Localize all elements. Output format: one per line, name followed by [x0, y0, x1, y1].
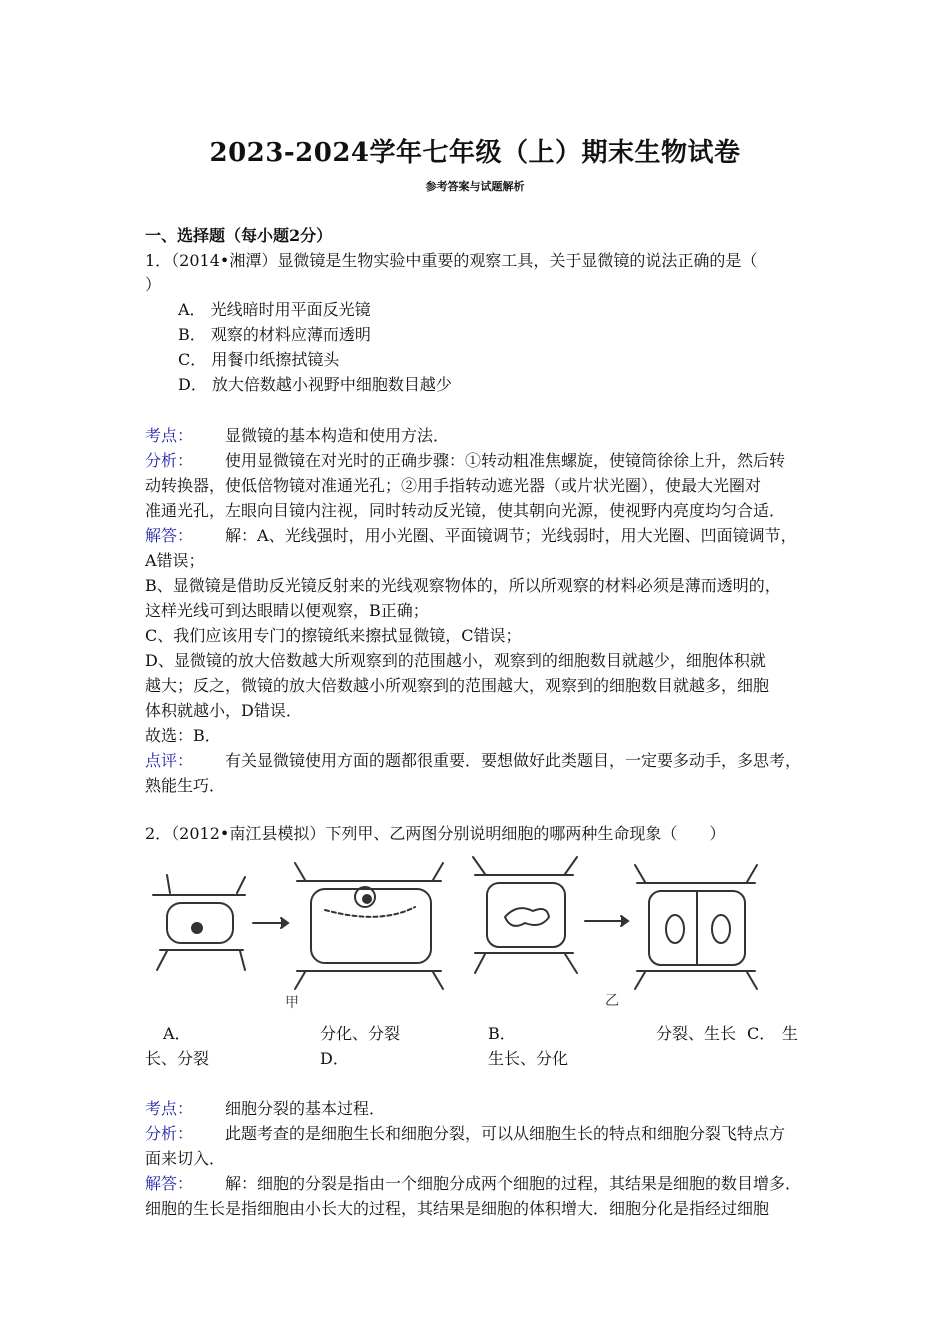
q1-jieda-6: D、显微镜的放大倍数越大所观察到的范围越小，观察到的细胞数目就越少，细胞体积就 — [145, 651, 766, 670]
q1-stem-line2: ） — [145, 275, 162, 294]
section-heading: 一、选择题（每小题2分） — [145, 226, 333, 245]
q1-dianping-2: 熟能生巧． — [145, 776, 226, 795]
q1-fenxi-3: 准通光孔，左眼向目镜内注视，同时转动反光镜，使其朝向光源，使视野内亮度均匀合适． — [145, 501, 786, 520]
q2-jieda-2: 细胞的生长是指细胞由小长大的过程，其结果是细胞的体积增大．细胞分化是指经过细胞 — [145, 1199, 770, 1218]
figure-label-yi: 乙 — [605, 993, 619, 1009]
q1-jieda-1 — [145, 524, 797, 548]
q2-jieda-1 — [145, 1172, 801, 1196]
jia-large-cell — [295, 863, 443, 989]
q1-jieda-3: B、显微镜是借助反光镜反射来的光线观察物体的，所以所观察的材料必须是薄而透明的， — [145, 576, 781, 595]
q2-option-a-text: 分化、分裂 — [320, 1024, 401, 1043]
q1-option-c: C． 用餐巾纸擦拭镜头 — [178, 350, 340, 369]
q2-fenxi-2: 面来切入． — [145, 1149, 226, 1168]
q1-jieda-2: A错误； — [145, 551, 205, 570]
q1-jieda-5: C、我们应该用专门的擦镜纸来擦拭显微镜，C错误； — [145, 626, 522, 645]
cell-figure — [145, 855, 805, 1015]
figure-label-jia: 甲 — [285, 995, 299, 1011]
yi-divided-cell — [635, 865, 757, 989]
q2-option-d-letter: D． — [320, 1049, 349, 1068]
jieda-label: 解答： — [145, 1174, 194, 1193]
jieda-text: 解：A、光线强时，用小光圈、平面镜调节；光线弱时，用大光圈、凹面镜调节， — [225, 526, 797, 545]
page-subtitle: 参考答案与试题解析 — [425, 180, 525, 193]
q1-jieda-7: 越大；反之，微镜的放大倍数越小所观察到的范围越大，观察到的细胞数目就越多，细胞 — [145, 676, 770, 695]
dianping-text: 有关显微镜使用方面的题都很重要．要想做好此类题目，一定要多动手，多思考， — [225, 751, 802, 770]
q2-option-b-letter: B． — [488, 1024, 516, 1043]
q1-option-b: B． 观察的材料应薄而透明 — [178, 325, 371, 344]
q2-option-b-text: 分裂、生长 — [656, 1024, 737, 1043]
q2-option-d-text: 生长、分化 — [488, 1049, 569, 1068]
kaodian-label: 考点： — [145, 426, 194, 445]
q1-fenxi-1 — [145, 449, 785, 473]
kaodian-text: 显微镜的基本构造和使用方法． — [225, 426, 450, 445]
q1-stem-line1: 1．（2014•湘潭）显微镜是生物实验中重要的观察工具，关于显微镜的说法正确的是（ — [145, 251, 758, 270]
q2-option-c-letter: C． — [747, 1024, 776, 1043]
kaodian-label: 考点： — [145, 1099, 194, 1118]
q1-option-d: D． 放大倍数越小视野中细胞数目越少 — [178, 375, 452, 394]
q1-jieda-8: 体积就越小，D错误． — [145, 701, 302, 720]
q1-kaodian — [145, 424, 449, 448]
dianping-label: 点评： — [145, 751, 194, 770]
q2-kaodian — [145, 1097, 385, 1121]
q1-dianping-1 — [145, 749, 801, 773]
q1-option-a: A． 光线暗时用平面反光镜 — [178, 300, 371, 319]
q2-option-a-letter: A． — [163, 1024, 191, 1043]
page-title: 2023-2024学年七年级（上）期末生物试卷 — [209, 138, 741, 168]
q2-option-c-text-1: 生 — [782, 1024, 799, 1043]
arrow-icon — [253, 918, 288, 928]
jia-small-cell — [153, 875, 245, 970]
fenxi-text: 此题考查的是细胞生长和细胞分裂，可以从细胞生长的特点和细胞分裂飞特点方 — [225, 1124, 786, 1143]
arrow-icon — [585, 916, 628, 926]
fenxi-label: 分析： — [145, 451, 194, 470]
q2-stem: 2．（2012•南江县模拟）下列甲、乙两图分别说明细胞的哪两种生命现象（ ） — [145, 824, 726, 843]
kaodian-text: 细胞分裂的基本过程． — [225, 1099, 386, 1118]
yi-first-cell — [473, 857, 577, 973]
q2-option-c-text-2: 长、分裂 — [145, 1049, 210, 1068]
jieda-label: 解答： — [145, 526, 194, 545]
fenxi-label: 分析： — [145, 1124, 194, 1143]
q1-fenxi-2: 动转换器，使低倍物镜对准通光孔；②用手指转动遮光器（或片状光圈），使最大光圈对 — [145, 476, 762, 495]
fenxi-text: 使用显微镜在对光时的正确步骤：①转动粗准焦螺旋，使镜筒徐徐上升，然后转 — [225, 451, 786, 470]
q1-jieda-4: 这样光线可到达眼睛以便观察，B正确； — [145, 601, 429, 620]
q2-fenxi-1 — [145, 1122, 785, 1146]
q1-answer: 故选：B． — [145, 726, 221, 745]
jieda-text: 解：细胞的分裂是指由一个细胞分成两个细胞的过程，其结果是细胞的数目增多． — [225, 1174, 802, 1193]
